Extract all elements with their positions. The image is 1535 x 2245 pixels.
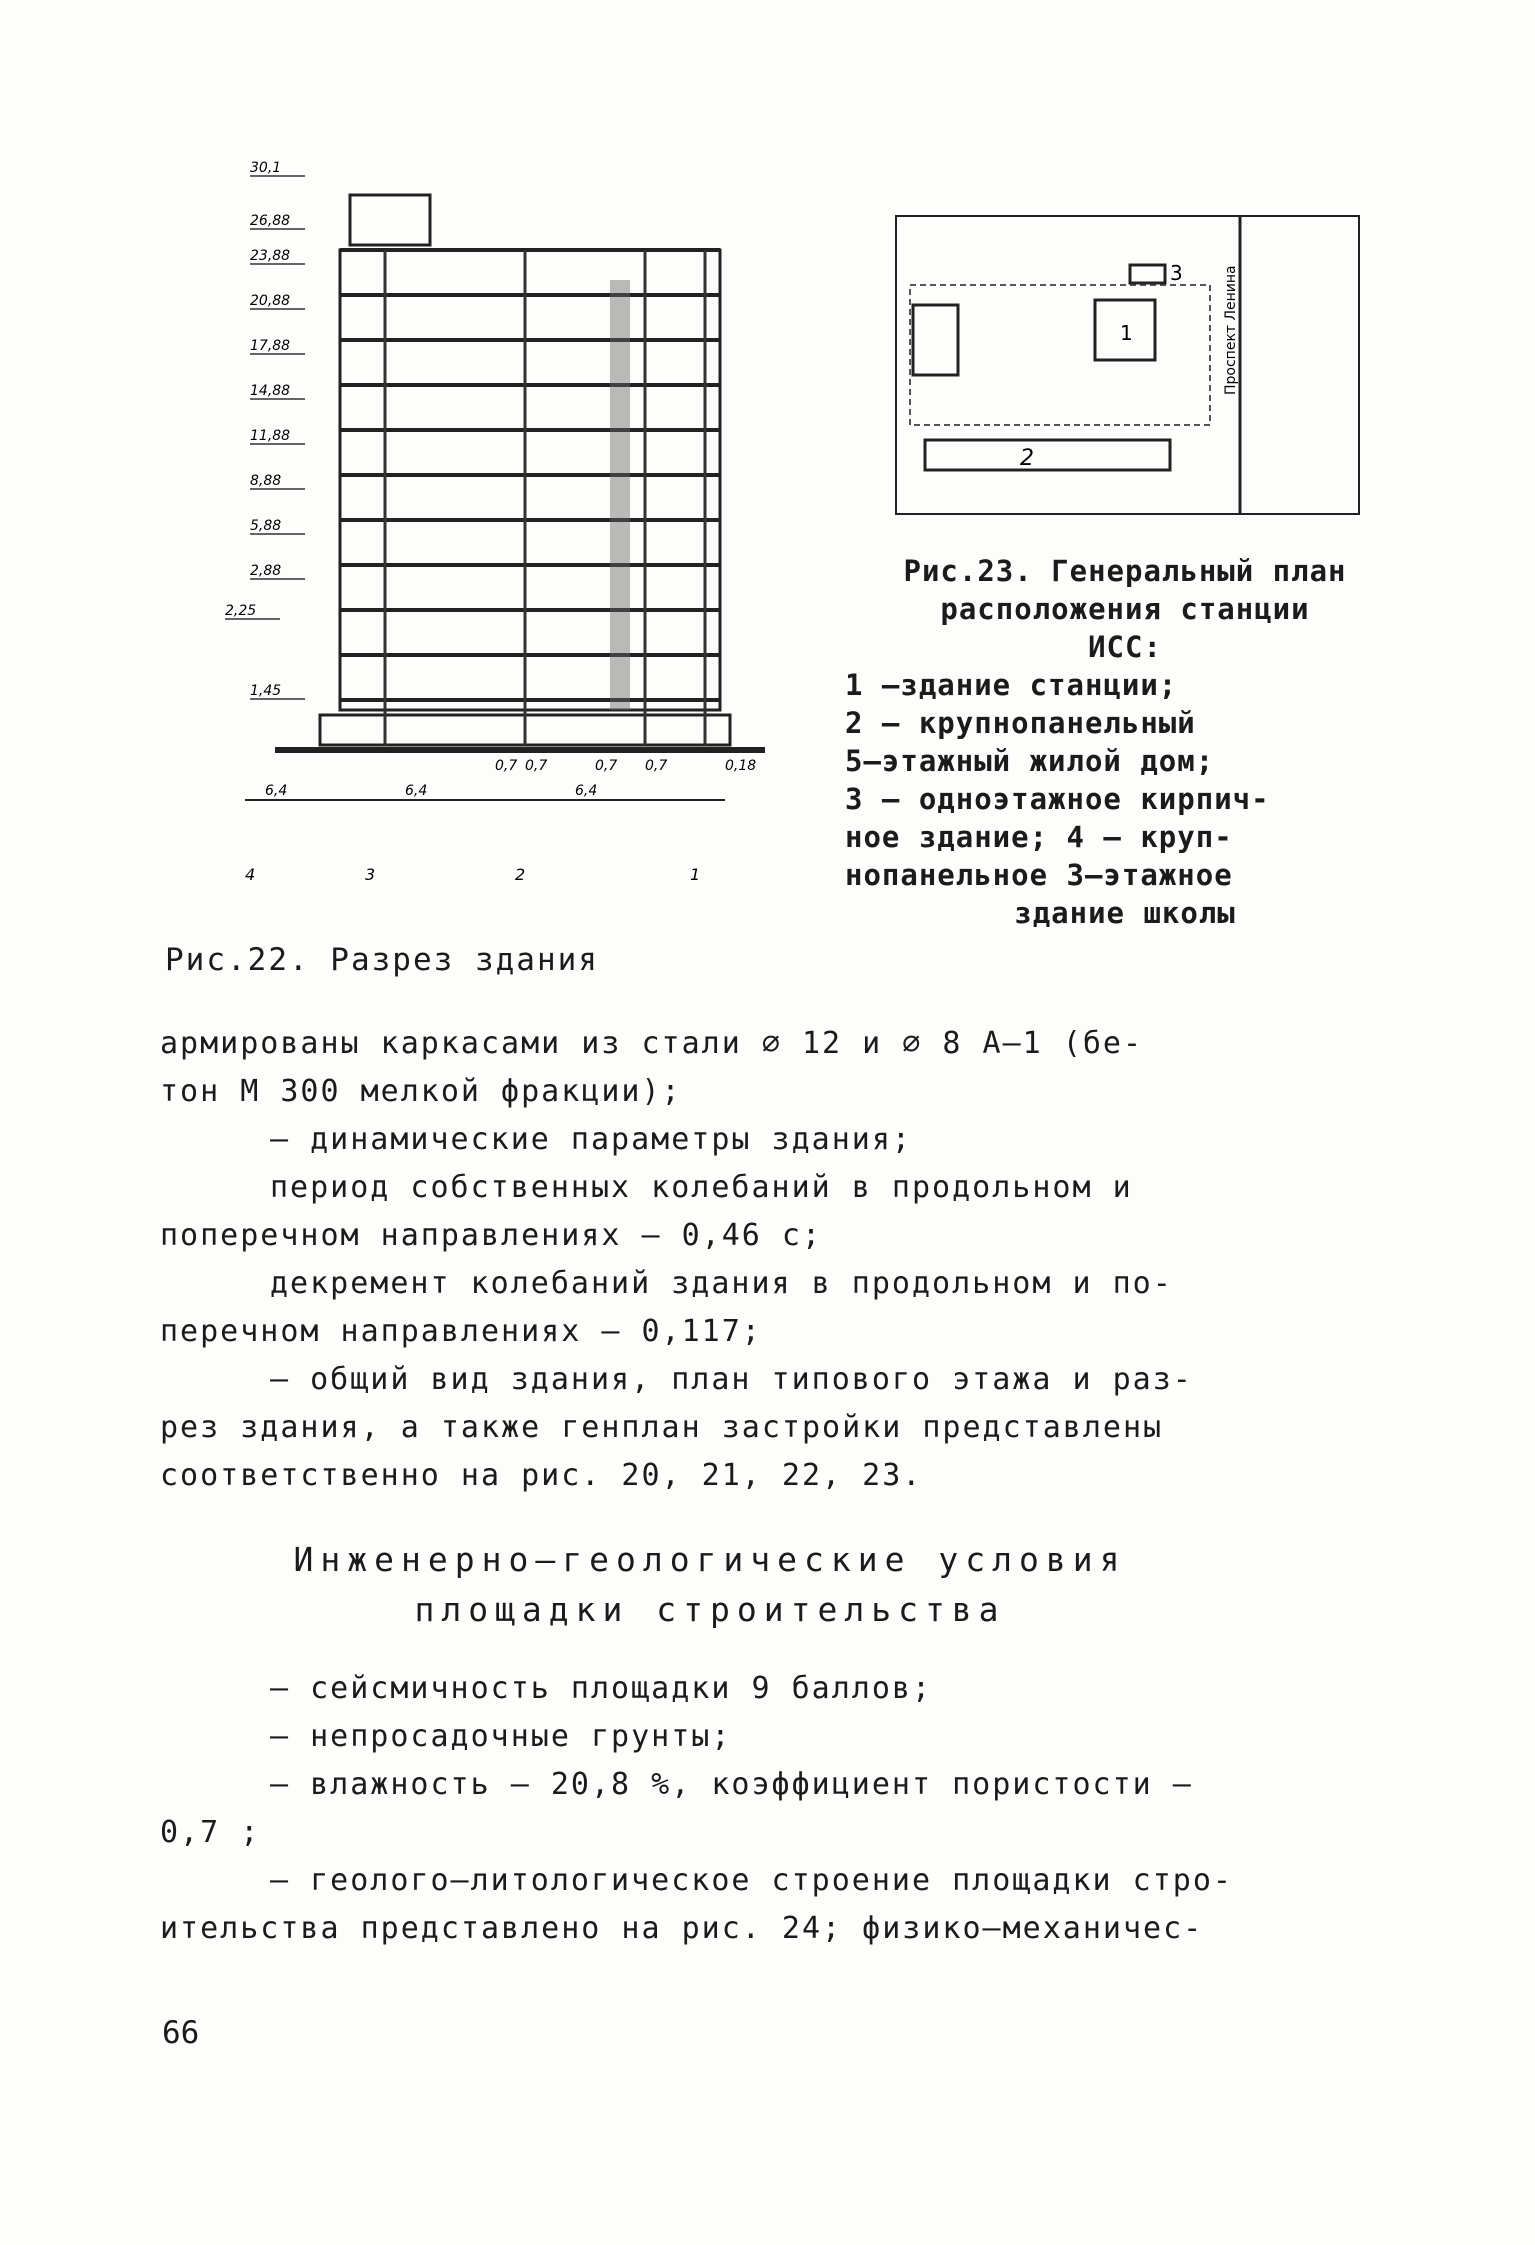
small-dimension: 0,7 [595,758,618,774]
body-line-9: рез здания, а также генплан застройки представлены [160,1410,1164,1445]
caption-title-line-1: Рис.23. Генеральный план [903,554,1347,588]
section-heading [160,1535,1260,1635]
heading-line-2: площадки строительства [414,1590,1006,1629]
caption-title-line-3: ИСС: [1088,630,1162,664]
figure22-caption: Рис.22. Разрез здания [165,942,599,978]
figure23-caption [845,552,1405,932]
label-building-3: 3 [1170,261,1183,285]
axis-label: 1 [690,865,701,884]
floor-lines [340,250,720,700]
axis-label: 3 [365,865,376,884]
page-number: 66 [162,2015,200,2051]
level-mark: 30,1 [250,160,282,176]
body-line-2: тон М 300 мелкой фракции); [160,1074,682,1109]
level-mark: 1,45 [250,683,282,699]
small-dimensions [495,758,756,774]
level-mark: 11,88 [250,428,291,444]
level-mark: 26,88 [250,213,291,229]
axis-label: 4 [245,865,256,884]
building-section-figure [225,160,785,900]
caption-title-line-2: расположения станции [940,592,1310,626]
axis-label: 2 [515,865,526,884]
legend-item-4: 3 – одноэтажное кирпич- [845,782,1270,816]
large-dimensions [265,783,597,799]
label-building-2: 2 [1020,446,1034,471]
body-line-1: армированы каркасами из стали ∅ 12 и ∅ 8 А–1 (бе- [160,1026,1144,1061]
level-mark: 23,88 [250,248,291,264]
level-mark: 14,88 [250,383,291,399]
body-line-4: период собственных колебаний в продольном и [270,1170,1133,1205]
level-mark: 2,88 [250,563,282,579]
body-line-7: перечном направлениях – 0,117; [160,1314,762,1349]
body-line-10: соответственно на рис. 20, 21, 22, 23. [160,1458,923,1493]
label-building-1: 1 [1120,321,1133,345]
heading-line-1: Инженерно–геологические условия [293,1540,1127,1579]
building-4-outline [913,305,958,375]
small-dimension: 0,7 [495,758,518,774]
small-dimension: 0,7 [645,758,668,774]
list-item-4-cont: ительства представлено на рис. 24; физико–механичес- [160,1911,1204,1946]
legend-item-3: 5–этажный жилой дом; [845,744,1215,778]
list-item-4: – геолого–литологическое строение площадки стро- [270,1863,1233,1898]
small-dimension: 0,18 [725,758,757,774]
stair-shaft [610,280,630,710]
level-mark: 5,88 [250,518,282,534]
level-mark: 17,88 [250,338,291,354]
legend-item-2: 2 – крупнопанельный [845,706,1196,740]
body-text [160,1020,1405,1500]
body-line-5: поперечном направлениях – 0,46 с; [160,1218,823,1253]
list-item-1: – сейсмичность площадки 9 баллов; [270,1671,933,1706]
body-line-8: – общий вид здания, план типового этажа и раз- [270,1362,1193,1397]
large-dimension: 6,4 [405,783,428,799]
site-plan-figure [895,215,1360,515]
level-mark: 8,88 [250,473,282,489]
axis-labels [245,865,700,884]
conditions-list [160,1665,1405,1953]
list-item-3: – влажность – 20,8 %, коэффициент пористости – [270,1767,1193,1802]
column-lines [385,250,705,745]
level-marks [225,160,305,699]
level-mark: 20,88 [250,293,291,309]
large-dimension: 6,4 [265,783,288,799]
level-mark: 2,25 [225,603,257,619]
small-dimension: 0,7 [525,758,548,774]
street-name: Проспект Ленина [1223,265,1239,395]
legend-item-5: ное здание; 4 – круп- [845,820,1233,854]
list-item-3-cont: 0,7 ; [160,1815,261,1850]
building-2-outline [925,440,1170,470]
legend-item-6: нопанельное 3–этажное [845,858,1233,892]
building-outline [275,195,765,750]
large-dimension: 6,4 [575,783,598,799]
building-3-outline [1130,265,1165,283]
legend-item-7: здание школы [1014,896,1236,930]
body-line-6: декремент колебаний здания в продольном и по- [270,1266,1173,1301]
body-line-3: – динамические параметры здания; [270,1122,912,1157]
legend-item-1: 1 –здание станции; [845,668,1178,702]
list-item-2: – непросадочные грунты; [270,1719,732,1754]
